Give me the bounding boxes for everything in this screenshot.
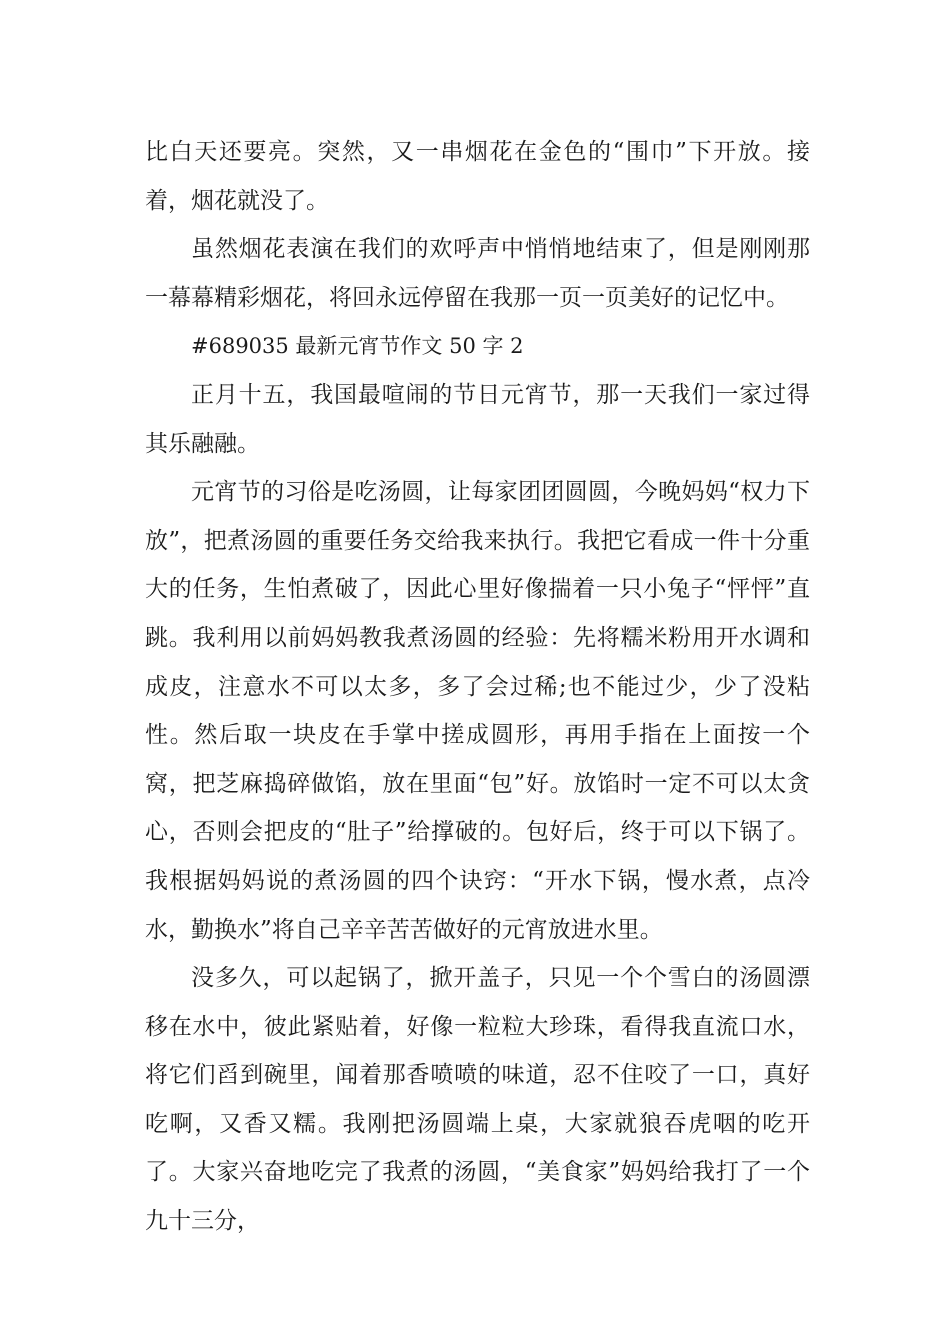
paragraph: 比白天还要亮。突然，又一串烟花在金色的“围巾”下开放。接着，烟花就没了。 <box>145 139 810 214</box>
paragraph: 没多久，可以起锅了，掀开盖子，只见一个个雪白的汤圆漂移在水中，彼此紧贴着，好像一粒粒大珍珠，看得我直流口水，将它们舀到碗里，闻着那香喷喷的味道，忍不住咬了一口，真好吃啊，又香又糯。我刚把汤圆端上桌，大家就狼吞虎咽的吃开了。大家兴奋地吃完了我煮的汤圆，“美食家”妈妈给我打了一个九十三分， <box>145 965 810 1235</box>
paragraph: 元宵节的习俗是吃汤圆，让每家团团圆圆，今晚妈妈“权力下放”，把煮汤圆的重要任务交给我来执行。我把它看成一件十分重大的任务，生怕煮破了，因此心里好像揣着一只小兔子“怦怦”直跳。我利用以前妈妈教我煮汤圆的经验：先将糯米粉用开水调和成皮，注意水不可以太多，多了会过稀;也不能过少，少了没粘性。然后取一块皮在手掌中搓成圆形，再用手指在上面按一个窝，把芝麻捣碎做馅，放在里面“包”好。放馅时一定不可以太贪心，否则会把皮的“肚子”给撑破的。包好后，终于可以下锅了。我根据妈妈说的煮汤圆的四个诀窍：“开水下锅，慢水煮，点冷水，勤换水”将自己辛辛苦苦做好的元宵放进水里。 <box>145 479 810 943</box>
paragraph: 正月十五，我国最喧闹的节日元宵节，那一天我们一家过得其乐融融。 <box>145 381 810 457</box>
paragraph: 虽然烟花表演在我们的欢呼声中悄悄地结束了，但是刚刚那一幕幕精彩烟花，将回永远停留在我那一页一页美好的记忆中。 <box>145 236 810 311</box>
section-heading: #689035 最新元宵节作文 50 字 2 <box>191 334 524 359</box>
document-page <box>145 128 810 1246</box>
